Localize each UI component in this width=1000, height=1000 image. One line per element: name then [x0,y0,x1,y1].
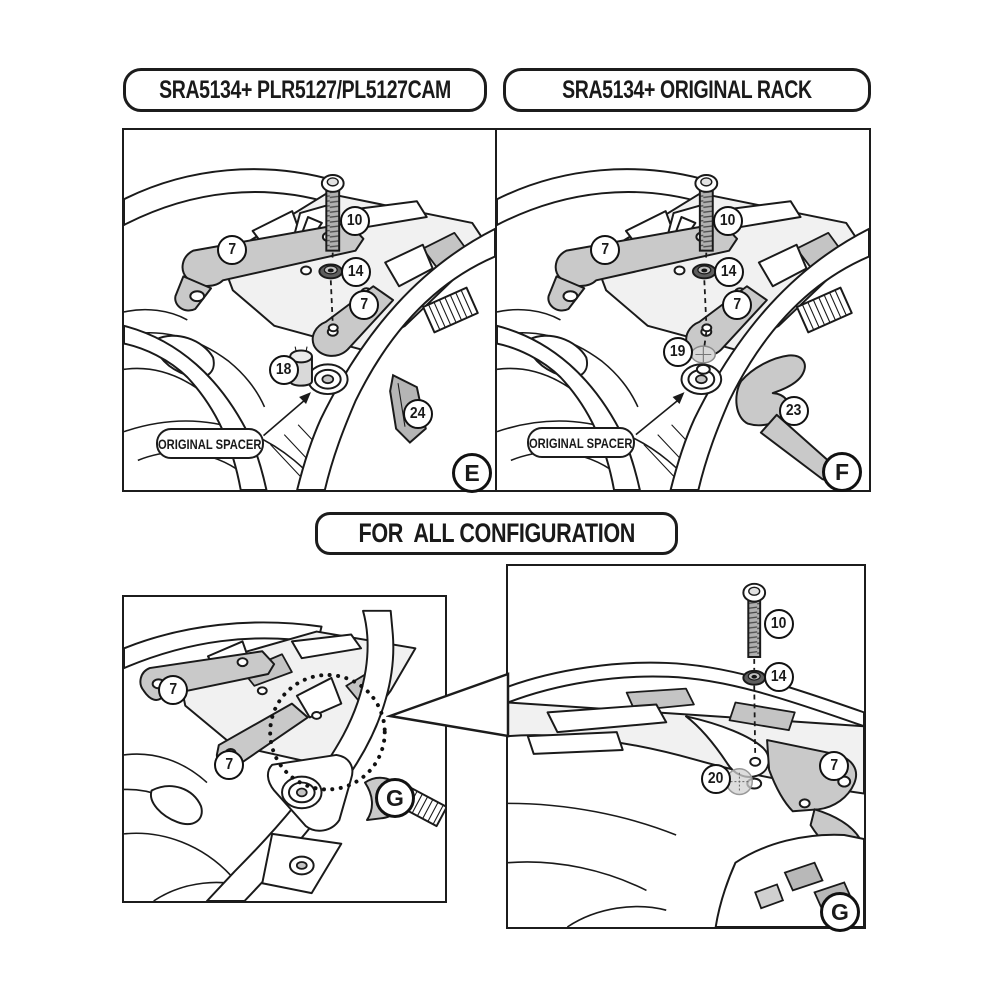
callout-part-10: 10 [713,206,743,236]
title-box-left [123,68,487,112]
callout-part-7: 7 [819,751,849,781]
callout-part-7: 7 [590,235,620,265]
callout-part-24: 24 [403,399,433,429]
callout-part-7: 7 [158,675,188,705]
panel-g-overview-drawing [124,597,445,901]
panel-g-detail [506,564,866,929]
panel-letter-e: E [452,453,492,493]
panel-letter-g: G [820,892,860,932]
original-spacer-label: ORIGINAL SPACER [156,428,264,459]
callout-part-14: 14 [764,662,794,692]
panel-f [495,128,871,492]
spacer-leader-arrow [636,392,685,435]
banner-text: FOR ALL CONFIGURATION [358,518,635,548]
callout-part-19: 19 [663,337,693,367]
callout-part-14: 14 [714,257,744,287]
callout-part-14: 14 [341,257,371,287]
callout-part-7b: 7 [722,290,752,320]
callout-part-7b: 7 [214,750,244,780]
callout-part-10: 10 [340,206,370,236]
callout-part-18: 18 [269,355,299,385]
zoom-arrow [386,666,510,742]
callout-part-7b: 7 [349,290,379,320]
spacer-seat-rings [308,364,348,394]
title-left-text: SRA5134+ PLR5127/PL5127CAM [159,75,451,104]
panel-letter-f: F [822,452,862,492]
original-spacer-label: ORIGINAL SPACER [527,427,635,458]
bolt-10-drawing [743,584,765,670]
spacer-leader-arrow [263,392,310,436]
callout-part-20: 20 [701,764,731,794]
panel-letter-g: G [375,778,415,818]
panel-g-overview [122,595,447,903]
panel-e [122,128,497,492]
banner-for-all-configuration [315,512,678,555]
callout-part-10: 10 [764,609,794,639]
callout-part-23: 23 [779,396,809,426]
title-right-text: SRA5134+ ORIGINAL RACK [562,75,812,104]
panel-g-detail-drawing [508,566,864,927]
title-box-right [503,68,871,112]
lower-plate [262,834,341,893]
callout-part-7: 7 [217,235,247,265]
